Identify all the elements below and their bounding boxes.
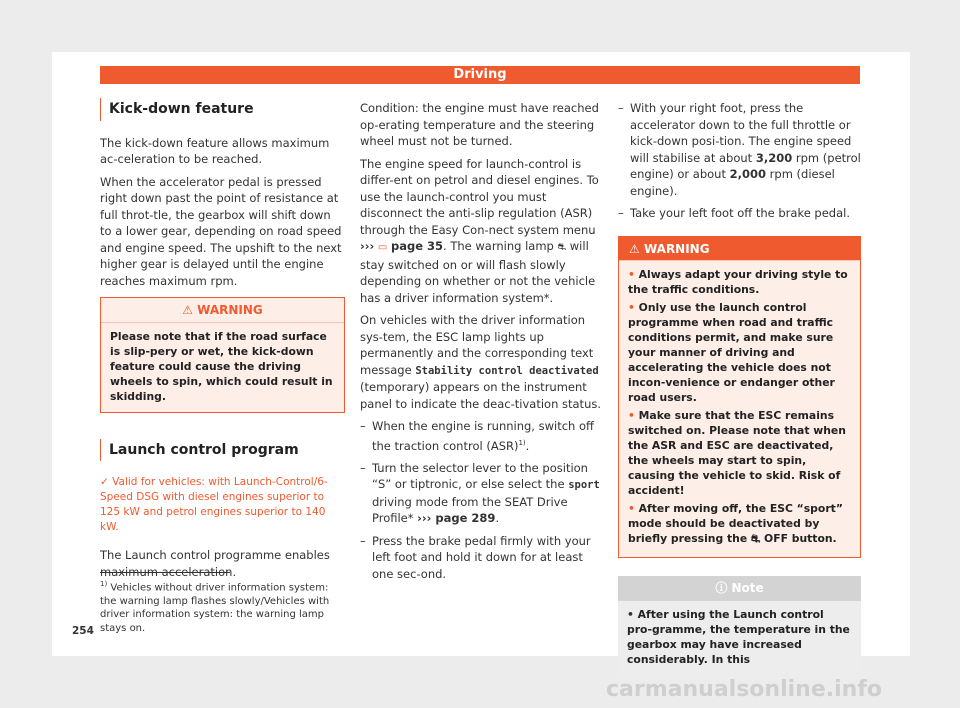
heading-launch-control: Launch control program bbox=[100, 439, 345, 462]
esc-warning-lamp-icon: ⛐ bbox=[557, 242, 567, 253]
validity-note: ✓ Valid for vehicles: with Launch-Control/6-Speed DSG with diesel engines superior to 125 kW and petrol engines superior to 140 kW. bbox=[100, 476, 328, 533]
warning-box bbox=[100, 297, 345, 413]
paragraph: When the accelerator pedal is pressed right down past the point of resistance at full throt-tle, the gearbox will shift down to a lower gear, depending on road speed and engine speed. The upshift to the next higher gear is delayed until the engine reaches maximum rpm. bbox=[100, 174, 342, 288]
paragraph: The kick-down feature allows maximum ac-celeration to be reached. bbox=[100, 135, 330, 166]
list-item: – Take your left foot off the brake pedal. bbox=[618, 206, 850, 220]
page-number: 254 bbox=[72, 625, 94, 637]
footnote: $^{1)}$ Vehicles without driver information system: the warning lamp flashes slowly/Vehicles with driver information system: the warning lamp stays on. bbox=[100, 580, 330, 634]
note-text: • After using the Launch control pro-gramme, the temperature in the gearbox may have increased considerably. In this bbox=[627, 607, 850, 666]
page-link[interactable]: page 35 bbox=[390, 239, 444, 253]
warning-triangle-icon: ⚠ bbox=[629, 241, 640, 256]
warning-bullet: • Always adapt your driving style to the traffic conditions. bbox=[628, 268, 848, 296]
note-box bbox=[618, 576, 861, 673]
paragraph: Condition: the engine must have reached op-erating temperature and the steering wheel must not be turned. bbox=[360, 101, 599, 148]
warning-text bbox=[619, 261, 860, 557]
note-header: ⓘ Note bbox=[618, 576, 861, 601]
warning-bullet: • After moving off, the ESC “sport” mode should be deactivated by briefly pressing the ⛐ OFF button. bbox=[628, 502, 843, 545]
page-header: Driving bbox=[100, 66, 860, 84]
column-1 bbox=[100, 98, 345, 586]
paragraph: On vehicles with the driver information sys-tem, the ESC lamp lights up permanently and the corresponding text message Stability control deactivated (temporary) appears on the instrument panel to indicate the deac-tivation status. bbox=[360, 313, 602, 411]
book-reference-icon: ▭ bbox=[377, 242, 388, 253]
warning-text: Please note that if the road surface is slip-pery or wet, the kick-down feature could cause the driving wheels to spin, which could result in skidding. bbox=[110, 329, 333, 403]
list-item: – When the engine is running, switch off the traction control (ASR)$^{1)}$. bbox=[360, 419, 594, 453]
warning-header: ⚠ WARNING bbox=[101, 298, 344, 323]
info-icon: ⓘ bbox=[715, 581, 728, 595]
footnote-divider bbox=[100, 572, 230, 573]
column-2 bbox=[360, 100, 602, 588]
page-link[interactable]: ››› page 289 bbox=[417, 511, 496, 526]
warning-bullet: • Make sure that the ESC remains switched on. Please note that when the ASR and ESC are deactivated, the wheels may start to spin, causing the vehicle to skid. Risk of accident! bbox=[628, 409, 846, 497]
watermark: carmanualsonline.info bbox=[606, 677, 882, 702]
warning-bullet: • Only use the launch control programme when road and traffic conditions permit, and make sure your manner of driving and accelerating the vehicle does not incon-venience or endanger other road users. bbox=[628, 301, 835, 404]
warning-triangle-icon: ⚠ bbox=[182, 303, 193, 317]
heading-kick-down: Kick-down feature bbox=[100, 98, 345, 121]
column-3 bbox=[618, 100, 861, 673]
list-item: – Press the brake pedal firmly with your left foot and hold it down for at least one sec-ond. bbox=[360, 533, 591, 581]
warning-box bbox=[618, 236, 861, 559]
esc-off-icon: ⛐ bbox=[750, 532, 761, 545]
paragraph: The Launch control programme enables maximum acceleration. bbox=[100, 548, 330, 579]
list-item: – With your right foot, press the accelerator down to the full throttle or kick-down posi-tion. The engine speed will stabilise at about 3,200 rpm (petrol engine) or about 2,000 rpm (diesel engine). bbox=[618, 101, 861, 198]
list-item: – Turn the selector lever to the position “S” or tiptronic, or else select the sport driving mode from the SEAT Drive Profile* ››› page 289. bbox=[360, 460, 600, 526]
warning-header: ⚠ WARNING bbox=[619, 237, 860, 262]
paragraph: The engine speed for launch-control is differ-ent on petrol and diesel engines. To use the launch-control you must disconnect the anti-slip regulation (ASR) through the Easy Con-nect system menu ››› ▭ page 35. The warning lamp ⛐ will stay switched on or will flash slowly depending on whether or not the vehicle has a driver information system*. bbox=[360, 156, 599, 305]
checkmark-icon: ✓ bbox=[100, 476, 109, 488]
